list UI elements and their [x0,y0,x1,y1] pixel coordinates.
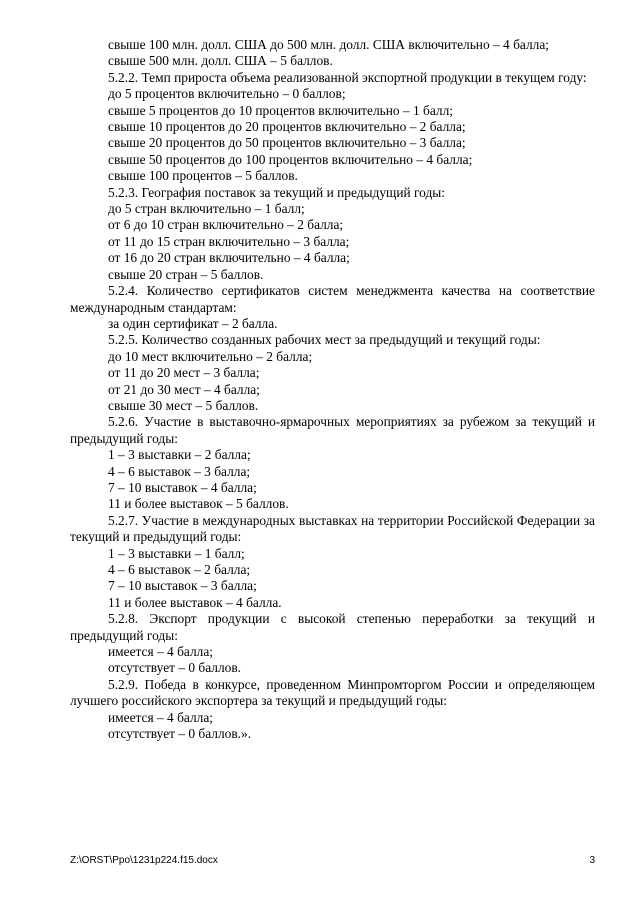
list-item: свыше 30 мест – 5 баллов. [108,397,259,413]
list-item: 4 – 6 выставок – 3 балла; [108,463,251,479]
list-item: 11 и более выставок – 4 балла. [108,594,282,610]
paragraph: 5.2.7. Участие в международных выставках на территории Российской Федерации за текущий и предыдущий годы: [70,512,595,545]
list-item: 1 – 3 выставки – 2 балла; [108,447,251,463]
list-item: имеется – 4 балла; [108,709,213,725]
list-item: от 21 до 30 мест – 4 балла; [108,381,260,397]
list-item: 11 и более выставок – 5 баллов. [108,496,289,512]
list-item: от 16 до 20 стран включительно – 4 балла; [108,250,350,266]
list-item: 7 – 10 выставок – 4 балла; [108,479,257,495]
list-item: до 5 процентов включительно – 0 баллов; [108,86,346,102]
paragraph: 5.2.5. Количество созданных рабочих мест за предыдущий и текущий годы: [108,332,541,348]
list-item: от 6 до 10 стран включительно – 2 балла; [108,217,344,233]
footer-page-number: 3 [589,855,595,866]
paragraph: 5.2.4. Количество сертификатов систем менеджмента качества на соответствие международным стандартам: [70,283,595,315]
list-item: свыше 500 млн. долл. США – 5 баллов. [108,53,333,69]
list-item: свыше 10 процентов до 20 процентов включительно – 2 балла; [108,119,466,135]
list-item: отсутствует – 0 баллов. [108,660,242,676]
paragraph: 5.2.9. Победа в конкурсе, проведенном Минпромторгом России и определяющем лучшего российского экспортера за текущий и предыдущий годы: [70,676,595,709]
list-item: свыше 20 процентов до 50 процентов включительно – 3 балла; [108,135,466,151]
list-item: до 5 стран включительно – 1 балл; [108,201,305,217]
list-item: свыше 100 процентов – 5 баллов. [108,168,298,184]
list-item: 1 – 3 выставки – 1 балл; [108,545,245,561]
list-item: 4 – 6 выставок – 2 балла; [108,562,251,577]
list-item: до 10 мест включительно – 2 балла; [108,348,313,364]
list-item: имеется – 4 балла; [108,644,213,660]
list-item: от 11 до 20 мест – 3 балла; [108,365,260,381]
document-body [70,37,595,742]
footer-file-path: Z:\ORST\Ppo\1231p224.f15.docx [70,855,218,866]
paragraph: свыше 100 млн. долл. США до 500 млн. долл. США включительно – 4 балла; [108,37,550,52]
list-item: от 11 до 15 стран включительно – 3 балла; [108,233,350,249]
paragraph: 5.2.2. Темп прироста объема реализованной экспортной продукции в текущем году: [108,69,587,85]
list-item: свыше 5 процентов до 10 процентов включительно – 1 балл; [108,102,453,118]
list-item: свыше 20 стран – 5 баллов. [108,266,264,282]
list-item: 7 – 10 выставок – 3 балла; [108,578,257,594]
list-item: свыше 50 процентов до 100 процентов включительно – 4 балла; [108,151,473,167]
list-item: отсутствует – 0 баллов.». [108,726,252,742]
paragraph: 5.2.3. География поставок за текущий и предыдущий годы: [108,184,446,200]
list-item: за один сертификат – 2 балла. [108,315,278,331]
paragraph: 5.2.6. Участие в выставочно-ярмарочных мероприятиях за рубежом за текущий и предыдущий годы: [70,414,595,446]
paragraph: 5.2.8. Экспорт продукции с высокой степенью переработки за текущий и предыдущий годы: [70,611,595,643]
